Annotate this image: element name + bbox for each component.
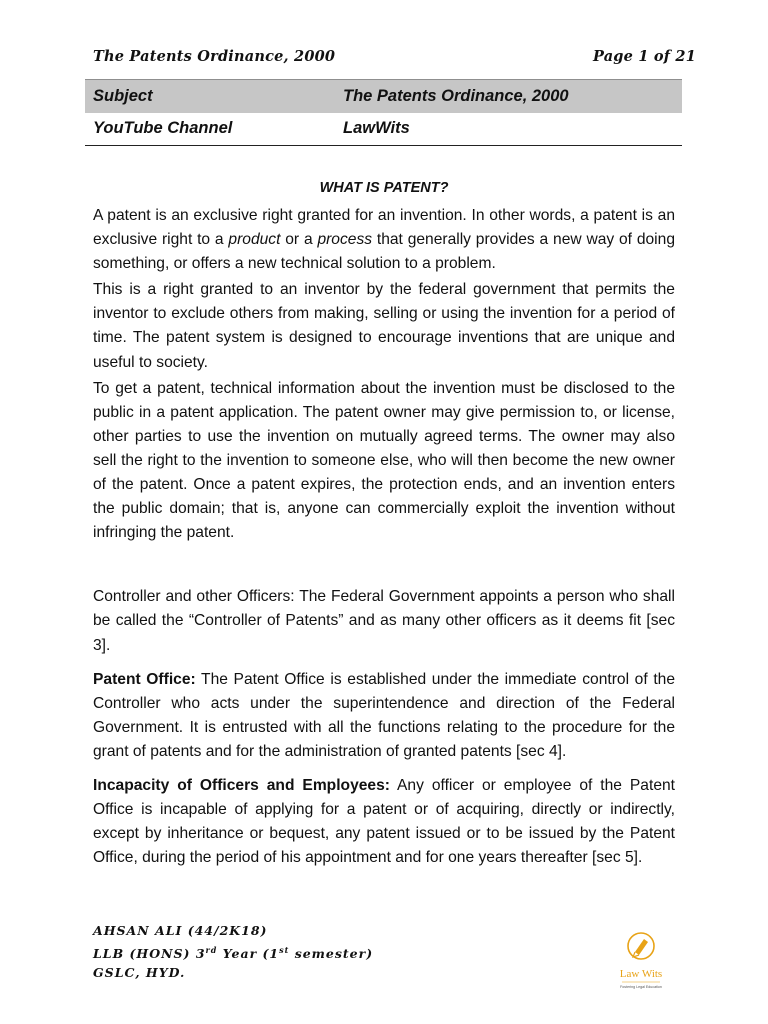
document-body <box>93 204 675 872</box>
info-row-subject <box>85 80 682 113</box>
author-program: LLB (HONS) 3rd Year (1st semester) <box>93 944 374 961</box>
info-label: YouTube Channel <box>85 113 335 146</box>
info-label: Subject <box>85 80 335 113</box>
author-institute: GSLC, HYD. <box>93 965 186 981</box>
emphasis-process: process <box>317 231 373 249</box>
emphasis-product: product <box>228 231 281 249</box>
section-title: WHAT IS PATENT? <box>319 180 449 196</box>
paragraph-incapacity: Incapacity of Officers and Employees: Any officer or employee of the Patent Office is incapable of applying for a patent or of acquiring, directly or indirectly, except by inheritance or bequest, any patent issued or to be issued by the Patent Office, during the period of his appointment and for one years thereafter [sec 5]. <box>93 776 675 867</box>
page-number: Page 1 of 21 <box>593 48 696 65</box>
logo-tagline: Fostering Legal Education <box>620 985 662 989</box>
author-name: AHSAN ALI (44/2K18) <box>93 923 268 938</box>
paragraph-definition: A patent is an exclusive right granted for an invention. In other words, a patent is an exclusive right to a product or a process that generally provides a new way of doing something, or offers a new technical solution to a problem. <box>93 207 675 273</box>
paragraph-get-patent: To get a patent, technical information about the invention must be disclosed to the public in a patent application. The patent owner may give permission to, or license, other parties to use the invention on mutually agreed terms. The owner may also sell the right to the invention to someone else, who will then become the new owner of the patent. Once a patent expires, the protection ends, and an invention enters the public domain; that is, anyone can commercially exploit the invention without infringing the patent. <box>93 379 675 542</box>
paragraph-controller: Controller and other Officers: The Federal Government appoints a person who shall be called the “Controller of Patents” and as many other officers as it deems fit [sec 3]. <box>93 588 675 654</box>
paragraph-patent-office: Patent Office: The Patent Office is established under the immediate control of the Controller who acts under the superintendence and direction of the Federal Government. It is entrusted with all the functions relating to the procedure for the grant of patents and for the administration of granted patents [sec 4]. <box>93 670 676 760</box>
paragraph-right: This is a right granted to an inventor by the federal government that permits the inventor to exclude others from making, selling or using the invention for a period of time. The patent system is designed to encourage inventions that are unique and useful to society. <box>93 281 675 371</box>
lawwits-logo <box>608 930 674 992</box>
info-value: LawWits <box>335 113 682 146</box>
patent-office-heading: Patent Office: <box>93 670 196 688</box>
incapacity-heading: Incapacity of Officers and Employees: <box>93 776 390 794</box>
header-doc-title: The Patents Ordinance, 2000 <box>93 48 336 65</box>
info-table <box>85 79 682 146</box>
pen-nib-circle-icon <box>628 933 654 959</box>
author-footer <box>93 921 373 983</box>
page-header <box>93 46 696 68</box>
info-row-channel <box>85 113 682 146</box>
logo-wordmark: Law Wits <box>619 968 663 980</box>
info-value: The Patents Ordinance, 2000 <box>335 80 682 113</box>
